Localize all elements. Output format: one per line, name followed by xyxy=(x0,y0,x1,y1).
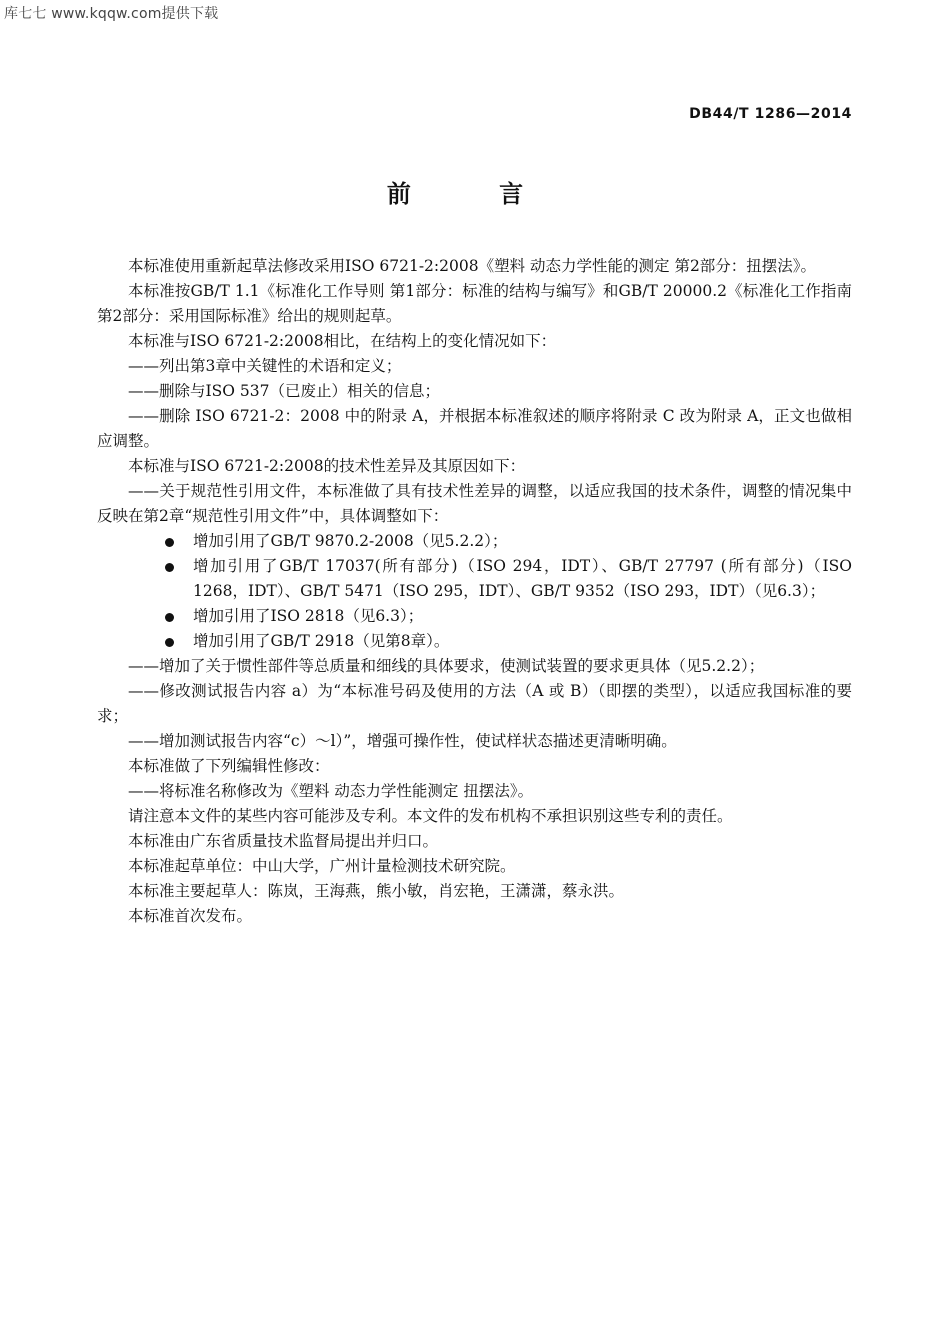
paragraph: 本标准首次发布。 xyxy=(128,907,253,925)
paragraph: 本标准与ISO 6721-2:2008的技术性差异及其原因如下： xyxy=(128,457,526,475)
change-item: ——增加测试报告内容“c）～l）”，增强可操作性，使试样状态描述更清晰明确。 xyxy=(128,732,677,750)
paragraph: 本标准由广东省质量技术监督局提出并归口。 xyxy=(128,832,439,850)
change-item: ——关于规范性引用文件，本标准做了具有技术性差异的调整，以适应我国的技术条件，调整的情况集中反映在第2章“规范性引用文件”中，具体调整如下： xyxy=(97,482,852,525)
paragraph: 本标准主要起草人：陈岚，王海燕，熊小敏，肖宏艳，王潇潇，蔡永洪。 xyxy=(128,882,625,900)
bullet-item xyxy=(97,529,852,554)
bullet-icon xyxy=(165,538,174,547)
bullet-item xyxy=(97,604,852,629)
paragraph: 本标准起草单位：中山大学，广州计量检测技术研究院。 xyxy=(128,857,516,875)
bullet-text: 增加引用了ISO 2818（见6.3）； xyxy=(193,607,424,625)
watermark-text: 库七七 www.kqqw.com提供下载 xyxy=(4,6,219,22)
foreword-body xyxy=(97,254,852,929)
bullet-icon xyxy=(165,563,174,572)
bullet-item xyxy=(97,629,852,654)
paragraph: 请注意本文件的某些内容可能涉及专利。本文件的发布机构不承担识别这些专利的责任。 xyxy=(128,807,733,825)
change-item: ——增加了关于惯性部件等总质量和细线的具体要求，使测试装置的要求更具体（见5.2.2）； xyxy=(128,657,765,675)
bullet-icon xyxy=(165,638,174,647)
change-item: ——删除 ISO 6721-2：2008 中的附录 A，并根据本标准叙述的顺序将附录 C 改为附录 A，正文也做相应调整。 xyxy=(97,407,852,450)
paragraph: 本标准按GB/T 1.1《标准化工作导则 第1部分：标准的结构与编写》和GB/T 20000.2《标准化工作指南 第2部分：采用国际标准》给出的规则起草。 xyxy=(97,282,852,325)
paragraph: 本标准做了下列编辑性修改： xyxy=(128,757,330,775)
bullet-icon xyxy=(165,613,174,622)
standard-number: DB44/T 1286—2014 xyxy=(689,106,852,122)
page-title: 前 言 xyxy=(386,180,564,208)
paragraph: 本标准与ISO 6721-2:2008相比，在结构上的变化情况如下： xyxy=(128,332,557,350)
change-item: ——删除与ISO 537（已废止）相关的信息； xyxy=(128,382,440,400)
change-item: ——将标准名称修改为《塑料 动态力学性能测定 扭摆法》。 xyxy=(128,782,534,800)
bullet-item xyxy=(97,554,852,604)
paragraph: 本标准使用重新起草法修改采用ISO 6721-2:2008《塑料 动态力学性能的测定 第2部分：扭摆法》。 xyxy=(128,257,817,275)
bullet-text: 增加引用了GB/T 9870.2-2008（见5.2.2）； xyxy=(193,532,508,550)
change-item: ——列出第3章中关键性的术语和定义； xyxy=(128,357,402,375)
change-item: ——修改测试报告内容 a）为“本标准号码及使用的方法（A 或 B）（即摆的类型），以适应我国标准的要求； xyxy=(97,682,852,725)
bullet-text: 增加引用了GB/T 17037(所有部分)（ISO 294，IDT）、GB/T 27797 (所有部分)（ISO 1268，IDT）、GB/T 5471（ISO 295，IDT）、GB/T 9352（ISO 293，IDT）（见6.3）； xyxy=(193,557,852,600)
bullet-text: 增加引用了GB/T 2918（见第8章）。 xyxy=(193,632,450,650)
